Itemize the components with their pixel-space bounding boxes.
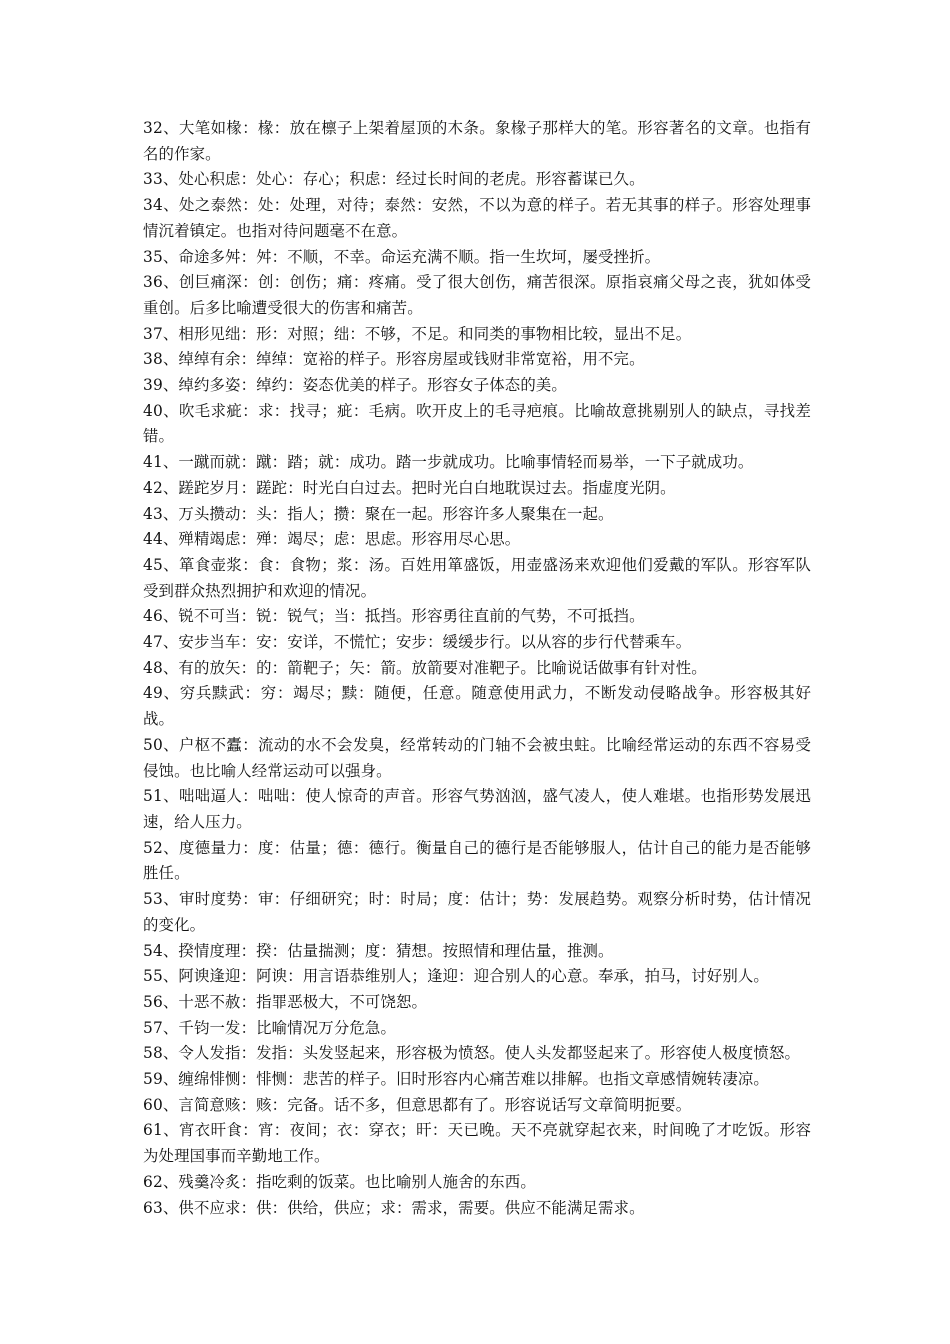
idiom-entry-55: 55、阿谀逢迎：阿谀：用言语恭维别人；逢迎：迎合别人的心意。奉承，拍马，讨好别人。: [143, 967, 769, 986]
idiom-entry-49: 49、穷兵黩武：穷：竭尽；黩：随便，任意。随意使用武力，不断发动侵略战争。形容极其好战。: [143, 684, 811, 729]
idiom-entry-44: 44、殚精竭虑：殚：竭尽；虑：思虑。形容用尽心思。: [143, 530, 521, 549]
idiom-entry-42: 42、蹉跎岁月：蹉跎：时光白白过去。把时光白白地耽误过去。指虚度光阴。: [143, 478, 676, 497]
idiom-entry-58: 58、令人发指：发指：头发竖起来，形容极为愤怒。使人头发都竖起来了。形容使人极度愤怒。: [143, 1044, 801, 1063]
idiom-entry-41: 41、一蹴而就：蹴：踏；就：成功。踏一步就成功。比喻事情轻而易举，一下子就成功。: [143, 453, 754, 472]
idiom-entry-52: 52、度德量力：度：估量；德：德行。衡量自己的德行是否能够服人，估计自己的能力是否能够胜任。: [143, 838, 811, 883]
idiom-entry-53: 53、审时度势：审：仔细研究；时：时局；度：估计；势：发展趋势。观察分析时势，估计情况的变化。: [143, 890, 811, 934]
idiom-entry-39: 39、绰约多姿：绰约：姿态优美的样子。形容女子体态的美。: [143, 376, 567, 395]
idiom-entry-61: 61、宵衣旰食：宵：夜间；衣：穿衣；旰：天已晚。天不亮就穿起衣来，时间晚了才吃饭。形容为处理国事而辛勤地工作。: [143, 1121, 811, 1166]
idiom-entry-43: 43、万头攒动：头：指人；攒：聚在一起。形容许多人聚集在一起。: [143, 504, 614, 523]
idiom-entry-62: 62、残羹冷炙：指吃剩的饭菜。也比喻别人施舍的东西。: [143, 1172, 536, 1191]
idiom-entry-33: 33、处心积虑：处心：存心；积虑：经过长时间的老虎。形容蓄谋已久。: [143, 170, 645, 189]
idiom-entry-36: 36、创巨痛深：创：创伤；痛：疼痛。受了很大创伤，痛苦很深。原指哀痛父母之丧，犹如体受重创。后多比喻遭受很大的伤害和痛苦。: [143, 273, 811, 317]
idiom-entry-56: 56、十恶不赦：指罪恶极大，不可饶恕。: [143, 992, 428, 1011]
idiom-entry-35: 35、命途多舛：舛：不顺，不幸。命运充满不顺。指一生坎坷，屡受挫折。: [143, 247, 661, 266]
idiom-entry-32: 32、大笔如椽：椽：放在檩子上架着屋顶的木条。象椽子那样大的笔。形容著名的文章。也指有名的作家。: [143, 119, 811, 163]
idiom-entry-50: 50、户枢不蠹：流动的水不会发臭，经常转动的门轴不会被虫蛀。比喻经常运动的东西不容易受侵蚀。也比喻人经常运动可以强身。: [143, 735, 811, 780]
idiom-entry-34: 34、处之泰然：处：处理，对待；泰然：安然，不以为意的样子。若无其事的样子。形容处理事情沉着镇定。也指对待问题毫不在意。: [143, 196, 811, 240]
idiom-entry-54: 54、揆情度理：揆：估量揣测；度：猜想。按照情和理估量，推测。: [143, 941, 614, 960]
idiom-entry-59: 59、缠绵悱恻：悱恻：悲苦的样子。旧时形容内心痛苦难以排解。也指文章感情婉转凄凉。: [143, 1070, 769, 1089]
idiom-entry-46: 46、锐不可当：锐：锐气；当：抵挡。形容勇往直前的气势，不可抵挡。: [143, 607, 645, 626]
document-page: [143, 116, 811, 1221]
idiom-entry-40: 40、吹毛求疵：求：找寻；疵：毛病。吹开皮上的毛寻疤痕。比喻故意挑剔别人的缺点，寻找差错。: [143, 401, 811, 446]
idiom-entry-48: 48、有的放矢：的：箭靶子；矢：箭。放箭要对准靶子。比喻说话做事有针对性。: [143, 658, 707, 677]
idiom-entry-51: 51、咄咄逼人：咄咄：使人惊奇的声音。形容气势汹汹，盛气凌人，使人难堪。也指形势发展迅速，给人压力。: [143, 787, 811, 831]
idiom-entry-37: 37、相形见绌：形：对照；绌：不够，不足。和同类的事物相比较，显出不足。: [143, 324, 692, 343]
idiom-entry-38: 38、绰绰有余：绰绰：宽裕的样子。形容房屋或钱财非常宽裕，用不完。: [143, 350, 645, 369]
idiom-entry-60: 60、言简意赅：赅：完备。话不多，但意思都有了。形容说话写文章简明扼要。: [143, 1095, 692, 1114]
idiom-entry-63: 63、供不应求：供：供给，供应；求：需求，需要。供应不能满足需求。: [143, 1198, 645, 1217]
idiom-entry-47: 47、安步当车：安：安详，不慌忙；安步：缓缓步行。以从容的步行代替乘车。: [143, 633, 692, 652]
idiom-entry-57: 57、千钧一发：比喻情况万分危急。: [143, 1018, 396, 1037]
idiom-entry-45: 45、箪食壶浆：食：食物；浆：汤。百姓用箪盛饭，用壶盛汤来欢迎他们爱戴的军队。形容军队受到群众热烈拥护和欢迎的情况。: [143, 555, 811, 600]
